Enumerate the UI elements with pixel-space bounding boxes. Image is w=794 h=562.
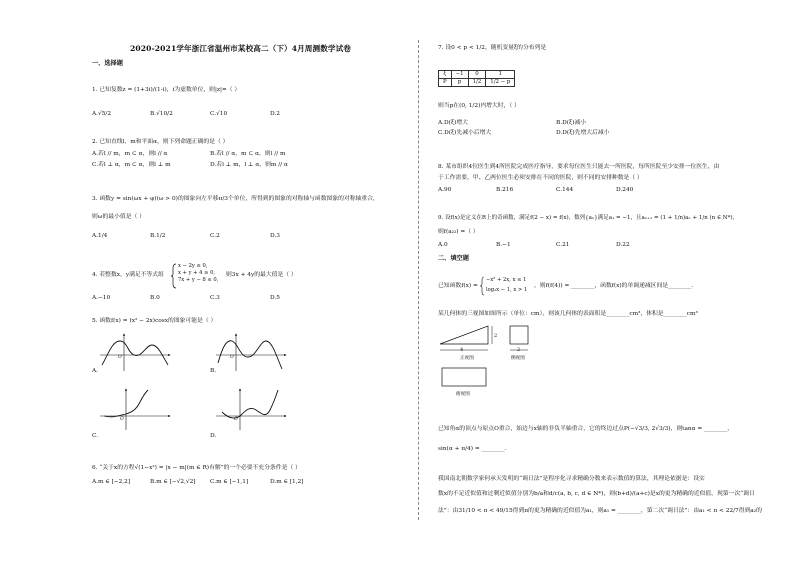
q4-stem-tail: 则3x + 4y的最大值是（ ） bbox=[226, 272, 297, 278]
q3-option-d: D.3 bbox=[270, 233, 280, 239]
q7-option-c: C.D(ξ)先减小后增大 bbox=[438, 130, 492, 136]
fill2-top-view bbox=[438, 366, 494, 390]
q5-option-b: B. bbox=[210, 368, 217, 374]
q3-option-a: A.1/4 bbox=[92, 233, 108, 239]
q1-option-a: A.√5/2 bbox=[92, 111, 112, 117]
q7-option-a: A.D(ξ)增大 bbox=[438, 120, 468, 126]
fill1-brace bbox=[480, 276, 485, 296]
q2-option-b: B.若l // α，m ⊂ α，则l // m bbox=[210, 151, 286, 157]
q3-option-b: B.1/2 bbox=[150, 233, 166, 239]
section-fill-heading: 二、填空题 bbox=[438, 255, 469, 262]
fill2-top-label: 俯视图 bbox=[456, 392, 470, 397]
q4-option-d: D.5 bbox=[270, 295, 280, 301]
q6-stem: 6. “关于x的方程√(1−x²) = |x − m|(m ∈ R)有解”的一个必要不充分条件是（ ） bbox=[92, 465, 301, 471]
q7-stem: 7. 设0 < p < 1/2，随机变量ξ的分布列是 bbox=[438, 45, 547, 51]
q1-option-c: C.√10 bbox=[210, 111, 228, 117]
q5-stem: 5. 函数f(x) = (x² − 2x)cosx的图象可能是（ ） bbox=[92, 318, 217, 324]
q8-option-c: C.144 bbox=[556, 187, 574, 193]
q7-cell: p bbox=[451, 79, 468, 87]
q7-option-d: D.D(ξ)先增大后减小 bbox=[556, 130, 610, 136]
fill4-stem: 我国南北朝数学家何承天发明的“调日法”是程序化寻求精确分数来表示数值的算法，其理论依据是：设实 bbox=[438, 476, 705, 482]
q5-graph-c-origin: O bbox=[120, 417, 124, 422]
q4-ineq-2: x + y + 4 ≥ 0, bbox=[178, 270, 216, 276]
q7-option-b: B.D(ξ)减小 bbox=[556, 120, 587, 126]
q7-stem-tail: 则当p在(0, 1/2)内增大时，（ ） bbox=[438, 103, 520, 109]
fill4-stem-cont2: 法”：由31/10 < π < 49/15得到π的更为精确的近似值为a₁，则a₁ = ________，第二次“调日法”：由a₁ < π < 22/7得到a₂的 bbox=[438, 508, 762, 514]
q8-stem-cont: 于工作需要，甲、乙两位医生必须安排在不同的医院，则不同的安排种数是（ ） bbox=[438, 175, 643, 181]
fill3-stem: 已知角α的顶点与原点O重合，始边与x轴的非负半轴重合，它的终边过点P(−√3/3, 2√3/3)，则tanα = ________， bbox=[438, 426, 734, 432]
q2-option-a: A.若l // m，m ⊂ α，则l // α bbox=[92, 151, 168, 157]
q1-option-b: B.√10/2 bbox=[150, 111, 173, 117]
q9-option-b: B.−1 bbox=[496, 242, 511, 248]
q4-option-b: B.0 bbox=[150, 295, 160, 301]
q5-graph-a-origin: O bbox=[118, 355, 122, 360]
q7-cell: 1/2 bbox=[468, 79, 486, 87]
q8-option-a: A.90 bbox=[438, 187, 452, 193]
q5-graph-b bbox=[216, 333, 288, 373]
fill1-case-1: −x² + 2x, x ≤ 1 bbox=[486, 277, 527, 283]
q5-option-c: C. bbox=[92, 433, 99, 439]
q7-cell: ξ bbox=[439, 71, 452, 79]
q9-stem: 9. 设f(x)是定义在R上的奇函数，满足f(2 − x) = f(x)，数列{aₙ}满足a₁ = −1，且aₙ₊₁ = (1 + 1/n)aₙ + 1/n (n ∈ N*)， bbox=[438, 215, 739, 221]
q3-stem-cont: 则ω的最小值是（ ） bbox=[92, 214, 145, 220]
section-choice-heading: 一、选择题 bbox=[92, 60, 123, 67]
q7-distribution-table bbox=[438, 70, 515, 87]
q7-cell: P bbox=[439, 79, 452, 87]
q6-option-a: A.m ∈ [−2,2] bbox=[92, 479, 131, 485]
fill1-case-2: log₂x − 1, x > 1 bbox=[486, 287, 528, 293]
exam-title: 2020-2021学年浙江省温州市某校高二（下）4月周测数学试卷 bbox=[130, 44, 351, 53]
q7-cell: 1 bbox=[486, 71, 515, 79]
q5-graph-b-origin: O bbox=[230, 355, 234, 360]
q4-stem: 4. 若整数x，y满足不等式组 bbox=[92, 272, 164, 278]
fill2-dim-height: 2 bbox=[494, 333, 498, 339]
q9-option-d: D.22 bbox=[616, 242, 630, 248]
q4-ineq-1: x − 2y ≤ 0, bbox=[178, 263, 208, 269]
q5-option-d: D. bbox=[210, 433, 217, 439]
q1-option-d: D.2 bbox=[270, 111, 280, 117]
q7-cell: 1/2 − p bbox=[486, 79, 515, 87]
q6-option-d: D.m ∈ [1,2] bbox=[270, 479, 304, 485]
fill2-dim-front: 4 bbox=[460, 347, 464, 353]
fill4-stem-cont: 数x的不足近似值和过剩近似值分别为b/a和d/c(a, b, c, d ∈ N*)，则(b+d)/(a+c)是x的更为精确的近似值，现第一次“调日 bbox=[438, 491, 755, 497]
q9-stem-cont: 则f(a₂₂) =（ ） bbox=[438, 229, 479, 235]
q3-option-c: C.2 bbox=[210, 233, 220, 239]
fill2-front-view bbox=[438, 324, 500, 360]
q5-graph-a bbox=[100, 333, 172, 373]
fill2-front-label: 正视图 bbox=[460, 356, 474, 361]
q4-ineq-3: 7x + y − 8 ≤ 0, bbox=[178, 277, 219, 283]
q3-stem: 3. 函数y = sin(ωx + φ)(ω > 0)的图象向左平移π/3个单位，所得到的图象的对称轴与函数图象的对称轴重合， bbox=[92, 196, 379, 202]
q5-graph-d-origin: O bbox=[234, 417, 238, 422]
q4-option-a: A.−10 bbox=[92, 295, 111, 301]
q5-graph-c bbox=[100, 388, 172, 432]
q6-option-c: C.m ∈ [−1,1] bbox=[210, 479, 249, 485]
q5-graph-d bbox=[216, 388, 288, 432]
fill2-stem: 某几何体的三视图如图所示（单位：cm），则该几何体的表面积是________cm³，体积是________cm³ bbox=[438, 311, 698, 317]
column-divider bbox=[418, 40, 419, 520]
fill3-stem-cont: sin(α + π/4) = ________. bbox=[438, 446, 507, 452]
q5-option-a: A. bbox=[92, 368, 99, 374]
fill2-side-label: 侧视图 bbox=[511, 356, 525, 361]
q4-option-c: C.3 bbox=[210, 295, 220, 301]
q7-cell: 0 bbox=[468, 71, 486, 79]
fill1-prefix: 已知函数f(x) = bbox=[438, 283, 478, 289]
fill2-dim-side: 2 bbox=[517, 347, 521, 353]
q2-stem: 2. 已知直线l，m和平面α，则下列命题正确的是（ ） bbox=[92, 139, 229, 145]
q8-stem: 8. 某市组织4位医生到4所医院完成医疗指导，要求每位医生只能去一所医院，每所医院至少安排一位医生，由 bbox=[438, 164, 720, 170]
q4-brace bbox=[171, 263, 177, 289]
q8-option-b: B.216 bbox=[496, 187, 514, 193]
fill1-suffix: ，则f(f(4)) = ________，函数f(x)的单调递减区间是________. bbox=[534, 283, 694, 289]
q9-option-a: A.0 bbox=[438, 242, 448, 248]
q2-option-d: D.若l ⊥ m，l ⊥ α，则m // α bbox=[210, 162, 288, 168]
q1-stem: 1. 已知复数z = (1+3i)/(1-i)，i为虚数单位，则|z|=（ ） bbox=[92, 87, 241, 93]
q6-option-b: B.m ∈ [−√2,√2] bbox=[150, 479, 196, 485]
q2-option-c: C.若l ⊥ α，m ⊂ α，则l ⊥ m bbox=[92, 162, 171, 168]
q8-option-d: D.240 bbox=[616, 187, 634, 193]
q9-option-c: C.21 bbox=[556, 242, 570, 248]
q7-cell: −1 bbox=[451, 71, 468, 79]
